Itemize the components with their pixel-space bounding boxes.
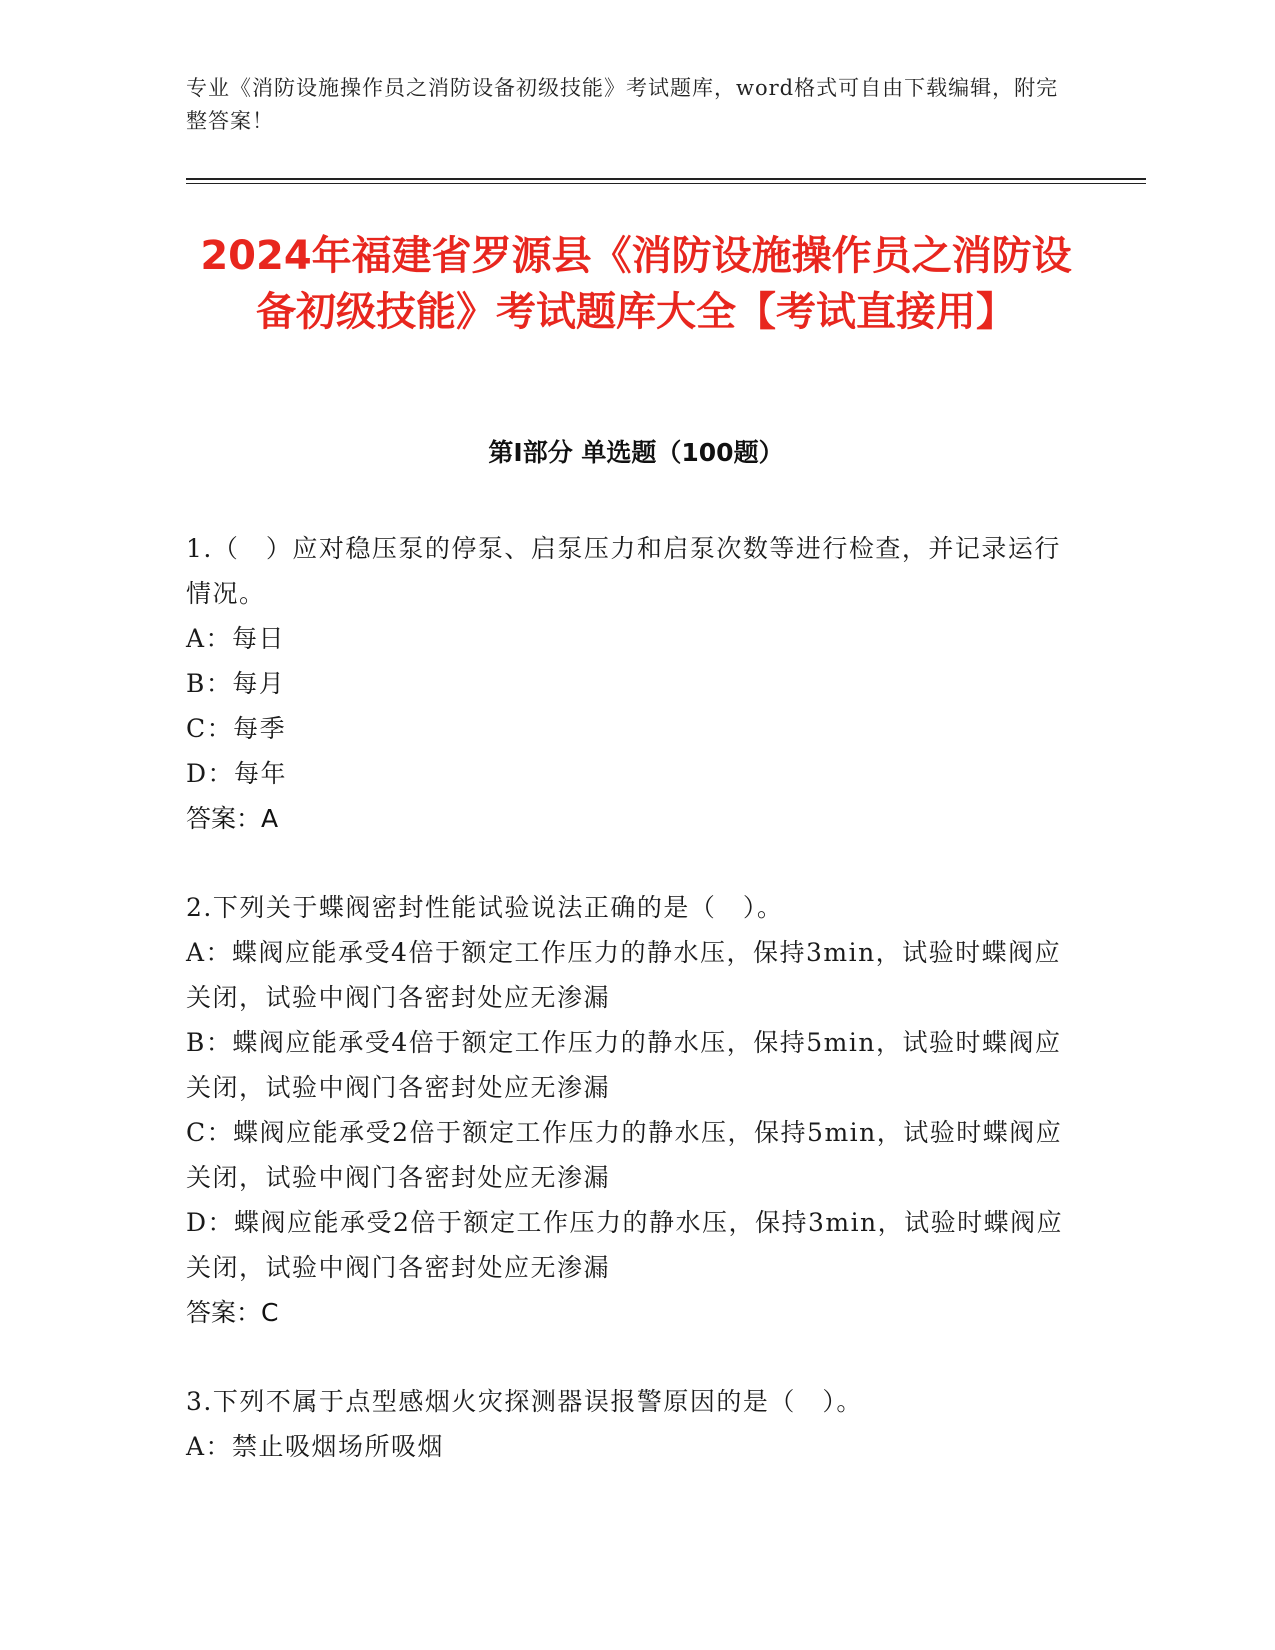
- answer: 答案：C: [186, 1298, 279, 1327]
- option-a: A：每日: [186, 624, 286, 653]
- section-title: 第I部分 单选题（100题）: [488, 438, 784, 467]
- question-list: [186, 526, 1076, 1513]
- question-1: [186, 526, 1076, 841]
- option-d: D：蝶阀应能承受2倍于额定工作压力的静水压，保持3min，试验时蝶阀应关闭，试验中阀门各密封处应无渗漏: [186, 1208, 1064, 1282]
- option-b: B：每月: [186, 669, 286, 698]
- header-rule-thin: [186, 183, 1146, 184]
- header-rule-thick: [186, 178, 1146, 180]
- question-stem: 1.（ ）应对稳压泵的停泵、启泵压力和启泵次数等进行检查，并记录运行情况。: [186, 534, 1061, 608]
- question-stem: 3.下列不属于点型感烟火灾探测器误报警原因的是（ ）。: [186, 1387, 863, 1416]
- option-c: C：蝶阀应能承受2倍于额定工作压力的静水压，保持5min，试验时蝶阀应关闭，试验中阀门各密封处应无渗漏: [186, 1118, 1063, 1192]
- question-3: [186, 1379, 1076, 1469]
- option-c: C：每季: [186, 714, 287, 743]
- question-2: [186, 885, 1076, 1335]
- option-b: B：蝶阀应能承受4倍于额定工作压力的静水压，保持5min，试验时蝶阀应关闭，试验中阀门各密封处应无渗漏: [186, 1028, 1062, 1102]
- option-d: D：每年: [186, 759, 288, 788]
- option-a: A：禁止吸烟场所吸烟: [186, 1432, 445, 1461]
- document-title: 2024年福建省罗源县《消防设施操作员之消防设备初级技能》考试题库大全【考试直接用】: [200, 233, 1072, 335]
- answer: 答案：A: [186, 804, 279, 833]
- header-note: 专业《消防设施操作员之消防设备初级技能》考试题库，word格式可自由下载编辑，附完整答案！: [186, 76, 1059, 133]
- question-stem: 2.下列关于蝶阀密封性能试验说法正确的是（ ）。: [186, 893, 784, 922]
- option-a: A：蝶阀应能承受4倍于额定工作压力的静水压，保持3min，试验时蝶阀应关闭，试验中阀门各密封处应无渗漏: [186, 938, 1062, 1012]
